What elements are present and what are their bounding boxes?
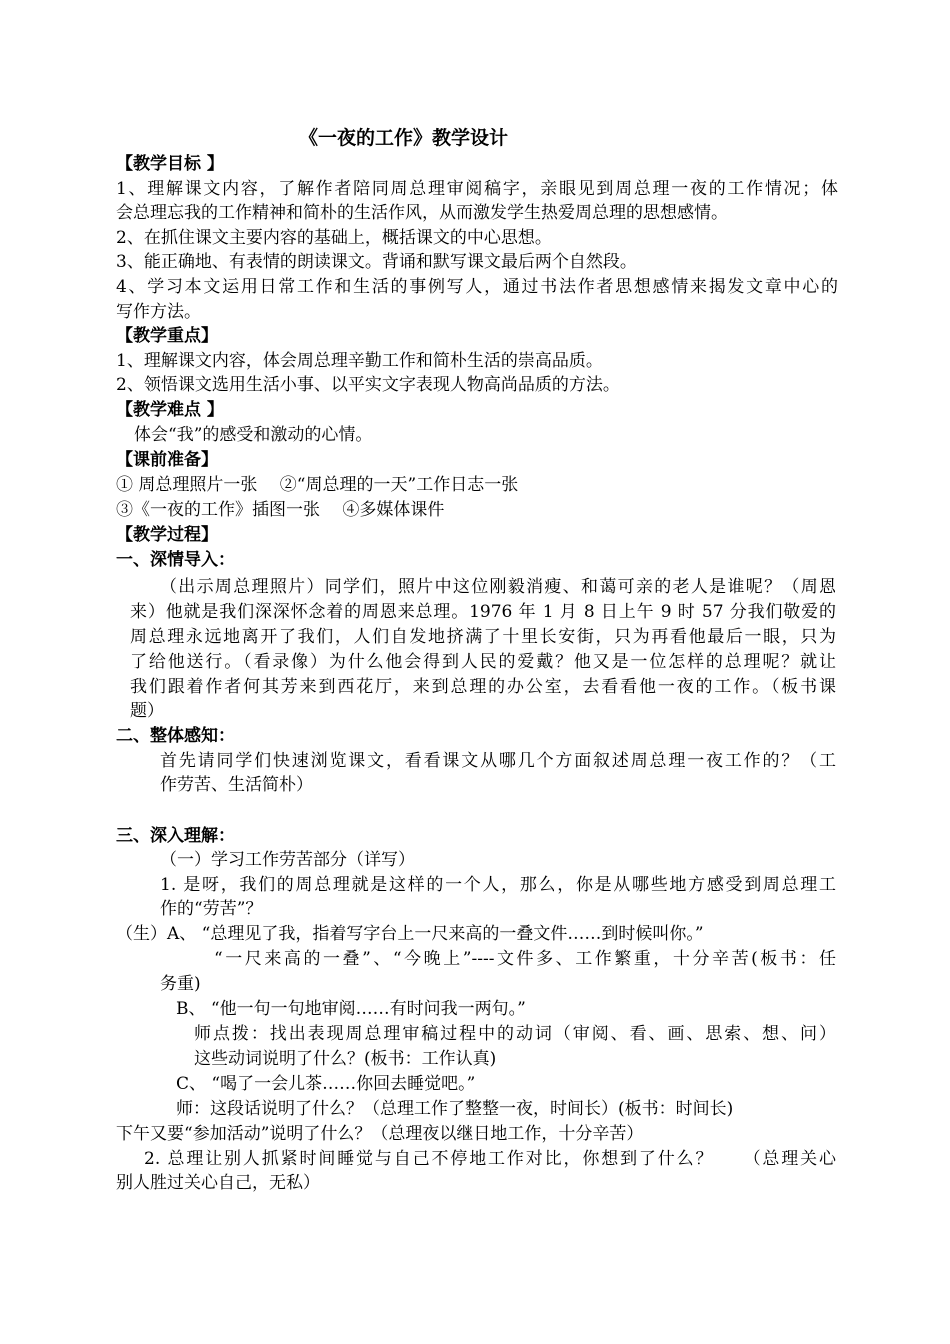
- section-heading-goals: 【教学目标 】: [116, 154, 224, 174]
- paragraph-line: B、 “他一句一句地审阅……有时问我一两句。”: [176, 999, 526, 1019]
- paragraph-line: 写作方法。: [116, 302, 201, 322]
- section-heading-key-points: 【教学重点】: [116, 326, 218, 346]
- paragraph-line: 下午又要“参加活动”说明了什么？（总理夜以继日地工作，十分辛苦）: [116, 1124, 644, 1144]
- paragraph-line: 师点拨：找出表现周总理审稿过程中的动词（审阅、看、画、思索、想、问）: [194, 1024, 836, 1044]
- paragraph-line: 4、学习本文运用日常工作和生活的事例写人，通过书法作者思想感情来揭发文章中心的: [116, 277, 838, 297]
- paragraph-line: 作劳苦、生活简朴）: [160, 775, 313, 795]
- paragraph-line: （出示周总理照片）同学们，照片中这位刚毅消瘦、和蔼可亲的老人是谁呢？（周恩: [160, 577, 836, 597]
- paragraph-line: 首先请同学们快速浏览课文，看看课文从哪几个方面叙述周总理一夜工作的？（工: [160, 751, 836, 771]
- paragraph-line: ① 周总理照片一张 ②“周总理的一天”工作日志一张: [116, 475, 519, 495]
- section-heading-difficulties: 【教学难点 】: [116, 400, 224, 420]
- paragraph-line: 1、理解课文内容，了解作者陪同周总理审阅稿字，亲眼见到周总理一夜的工作情况；体: [116, 179, 838, 199]
- paragraph-line: C、 “喝了一会儿茶……你回去睡觉吧。”: [176, 1074, 476, 1094]
- paragraph-line: 师：这段话说明了什么？（总理工作了整整一夜，时间长）(板书：时间长): [176, 1099, 734, 1119]
- paragraph-line: 务重): [160, 974, 201, 994]
- paragraph-line: 体会“我”的感受和激动的心情。: [134, 425, 373, 445]
- paragraph-line: 1、理解课文内容，体会周总理辛勤工作和简朴生活的崇高品质。: [116, 351, 603, 371]
- paragraph-line: 周总理永远地离开了我们，人们自发地挤满了十里长安街，只为再看他最后一眼，只为: [130, 627, 836, 647]
- paragraph-line: 2. 总理让别人抓紧时间睡觉与自己不停地工作对比，你想到了什么？ （总理关心: [144, 1149, 836, 1169]
- paragraph-line: （一）学习工作劳苦部分（详写）: [160, 850, 415, 870]
- page-title: 《一夜的工作》教学设计: [299, 127, 509, 149]
- section-heading-process: 【教学过程】: [116, 525, 218, 545]
- paragraph-line: 题）: [130, 701, 164, 721]
- section-heading-preparation: 【课前准备】: [116, 450, 218, 470]
- paragraph-line: 这些动词说明了什么？(板书：工作认真): [194, 1049, 497, 1069]
- paragraph-line: 3、能正确地、有表情的朗读课文。背诵和默写课文最后两个自然段。: [116, 252, 637, 272]
- paragraph-line: 会总理忘我的工作精神和简朴的生活作风，从而激发学生热爱周总理的思想感情。: [116, 203, 728, 223]
- paragraph-line: 2、在抓住课文主要内容的基础上，概括课文的中心思想。: [116, 228, 552, 248]
- paragraph-line: （生）A、 “总理见了我，指着写字台上一尺来高的一叠文件……到时候叫你。”: [116, 924, 704, 944]
- subsection-heading: 二、整体感知：: [116, 726, 235, 746]
- paragraph-line: 别人胜过关心自己，无私）: [116, 1173, 320, 1193]
- paragraph-line: 我们跟着作者何其芳来到西花厅，来到总理的办公室，去看看他一夜的工作。（板书课: [130, 677, 836, 697]
- paragraph-line: ③《一夜的工作》插图一张 ④多媒体课件: [116, 500, 445, 520]
- subsection-heading: 一、深情导入：: [116, 550, 235, 570]
- paragraph-line: 了给他送行。（看录像）为什么他会得到人民的爱戴？他又是一位怎样的总理呢？就让: [130, 652, 836, 672]
- paragraph-line: 1. 是呀，我们的周总理就是这样的一个人，那么，你是从哪些地方感受到周总理工: [160, 875, 836, 895]
- paragraph-line: “一尺来高的一叠”、“今晚上”----文件多、工作繁重，十分辛苦(板书：任: [214, 949, 836, 969]
- subsection-heading: 三、深入理解：: [116, 826, 235, 846]
- paragraph-line: 来）他就是我们深深怀念着的周恩来总理。1976 年 1 月 8 日上午 9 时 57 分我们敬爱的: [130, 602, 836, 622]
- paragraph-line: 2、领悟课文选用生活小事、以平实文字表现人物高尚品质的方法。: [116, 375, 620, 395]
- paragraph-line: 作的“劳苦”？: [160, 899, 263, 919]
